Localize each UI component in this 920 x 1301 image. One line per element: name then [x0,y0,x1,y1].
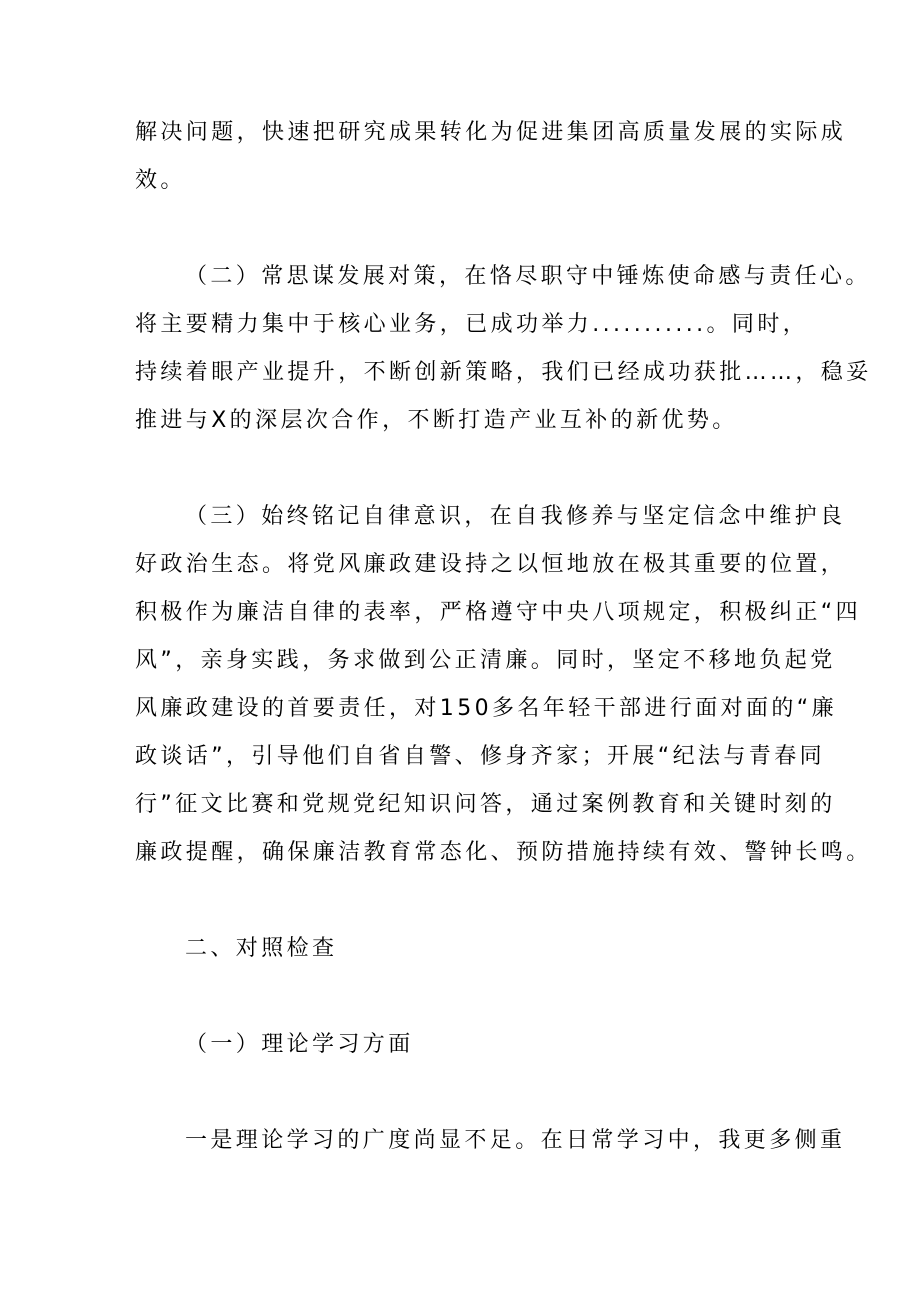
paragraph-2-line-4: 推进与X的深层次合作，不断打造产业互补的新优势。 [135,408,738,433]
paragraph-3-line-8: 廉政提醒，确保廉洁教育常态化、预防措施持续有效、警钟长鸣。 [135,840,872,865]
paragraph-4-line-1: 一是理论学习的广度尚显不足。在日常学习中，我更多侧重 [185,1128,846,1153]
paragraph-3-line-4: 风”，亲身实践，务求做到公正清廉。同时，坚定不移地负起党 [135,648,836,673]
paragraph-1-line-2: 效。 [135,168,186,193]
paragraph-3-line-3: 积极作为廉洁自律的表率，严格遵守中央八项规定，积极纠正“四 [135,600,861,625]
paragraph-2-line-1: （二）常思谋发展对策，在恪尽职守中锤炼使命感与责任心。 [185,264,871,289]
paragraph-2-line-2: 将主要精力集中于核心业务，已成功举力...........。同时， [135,312,809,337]
paragraph-3-line-7: 行”征文比赛和党规党纪知识问答，通过案例教育和关键时刻的 [135,792,836,817]
paragraph-2-line-3: 持续着眼产业提升，不断创新策略，我们已经成功获批……，稳妥 [135,360,872,385]
paragraph-3-line-2: 好政治生态。将党风廉政建设持之以恒地放在极其重要的位置， [135,552,847,577]
paragraph-1-line-1: 解决问题，快速把研究成果转化为促进集团高质量发展的实际成 [135,120,847,145]
paragraph-3-line-1: （三）始终铭记自律意识，在自我修养与坚定信念中维护良 [185,504,846,529]
paragraph-3-line-6: 政谈话”，引导他们自省自警、修身齐家；开展“纪法与青春同 [135,744,825,769]
paragraph-3-line-5: 风廉政建设的首要责任，对150多名年轻干部进行面对面的“廉 [135,696,837,721]
subsection-heading: （一）理论学习方面 [185,1032,414,1057]
section-heading: 二、对照检查 [185,936,338,961]
